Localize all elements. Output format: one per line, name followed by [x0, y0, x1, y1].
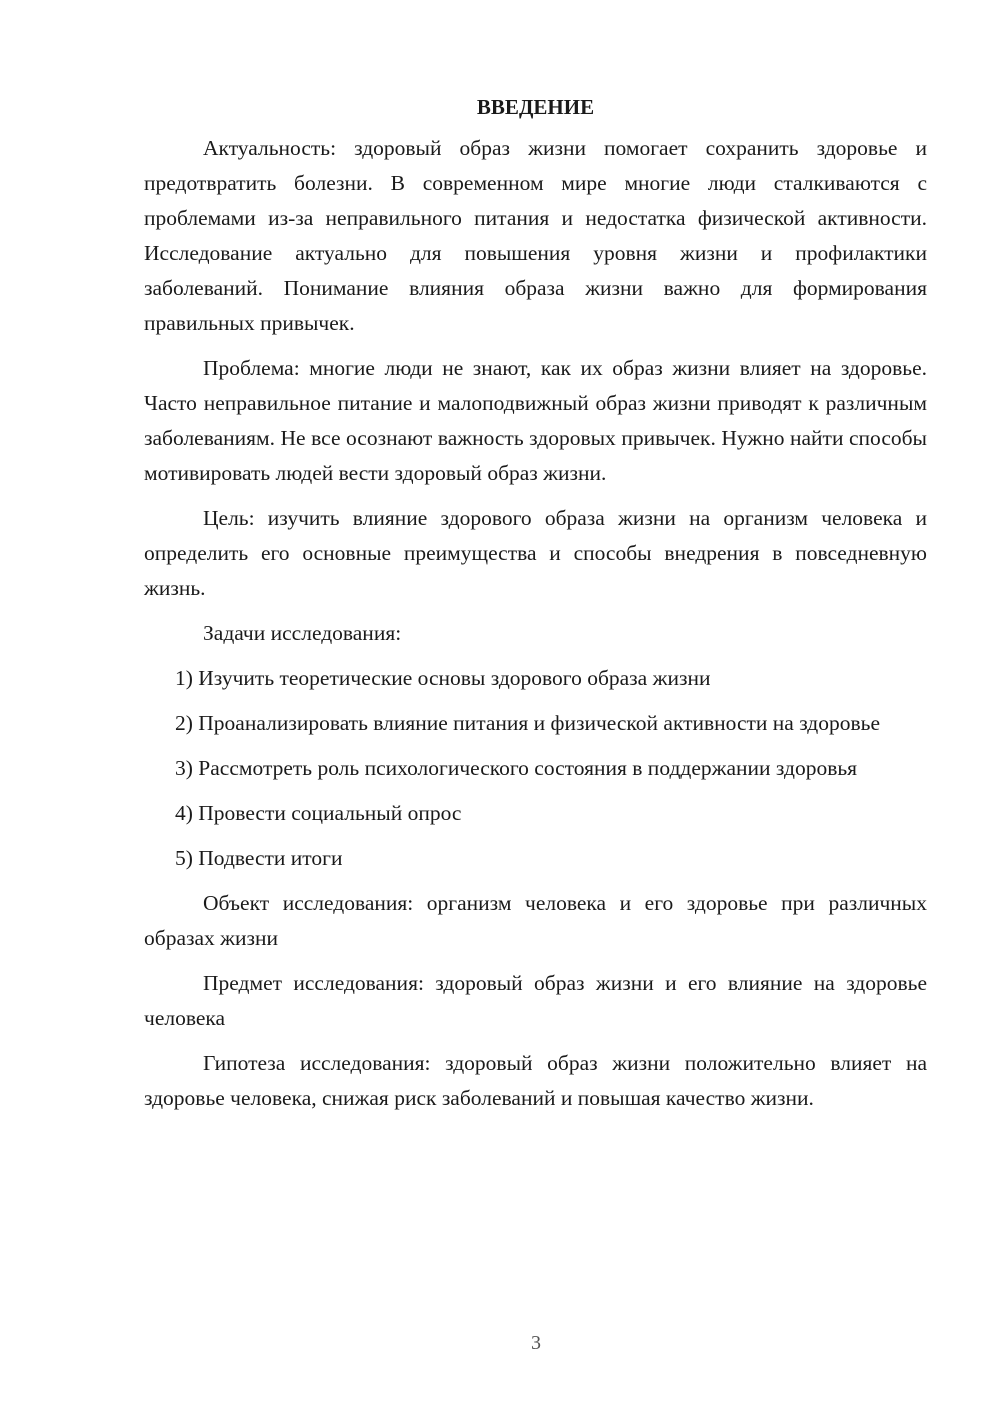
task-item-1: 1) Изучить теоретические основы здорового образа жизни: [175, 666, 711, 690]
page-title: ВВЕДЕНИЕ: [476, 95, 595, 119]
task-item-3: 3) Рассмотреть роль психологического состояния в поддержании здоровья: [175, 756, 858, 780]
task-item-2: 2) Проанализировать влияние питания и физической активности на здоровье: [175, 711, 880, 735]
task-item-5: 5) Подвести итоги: [175, 846, 343, 870]
page-number: 3: [531, 1332, 541, 1354]
paragraph-relevance: Актуальность: здоровый образ жизни помогает сохранить здоровье и предотвратить болезни. В современном мире многие люди сталкиваются с проблемами из-за неправильного питания и недостатка физической активности. Исследование актуально для повышения уровня жизни и профилактики заболеваний. Понимание влияния образа жизни важно для формирования правильных привычек.: [144, 136, 927, 335]
document-page: [144, 90, 927, 1126]
paragraph-hypothesis: Гипотеза исследования: здоровый образ жизни положительно влияет на здоровье человека, снижая риск заболеваний и повышая качество жизни.: [144, 1051, 927, 1110]
task-item-4: 4) Провести социальный опрос: [175, 801, 462, 825]
paragraph-object: Объект исследования: организм человека и его здоровье при различных образах жизни: [144, 891, 927, 950]
paragraph-subject: Предмет исследования: здоровый образ жизни и его влияние на здоровье человека: [144, 971, 927, 1030]
paragraph-goal: Цель: изучить влияние здорового образа жизни на организм человека и определить его основные преимущества и способы внедрения в повседневную жизнь.: [144, 506, 927, 600]
paragraph-problem: Проблема: многие люди не знают, как их образ жизни влияет на здоровье. Часто неправильное питание и малоподвижный образ жизни приводят к различным заболеваниям. Не все осознают важность здоровых привычек. Нужно найти способы мотивировать людей вести здоровый образ жизни.: [144, 356, 927, 485]
tasks-heading: Задачи исследования:: [203, 621, 402, 645]
